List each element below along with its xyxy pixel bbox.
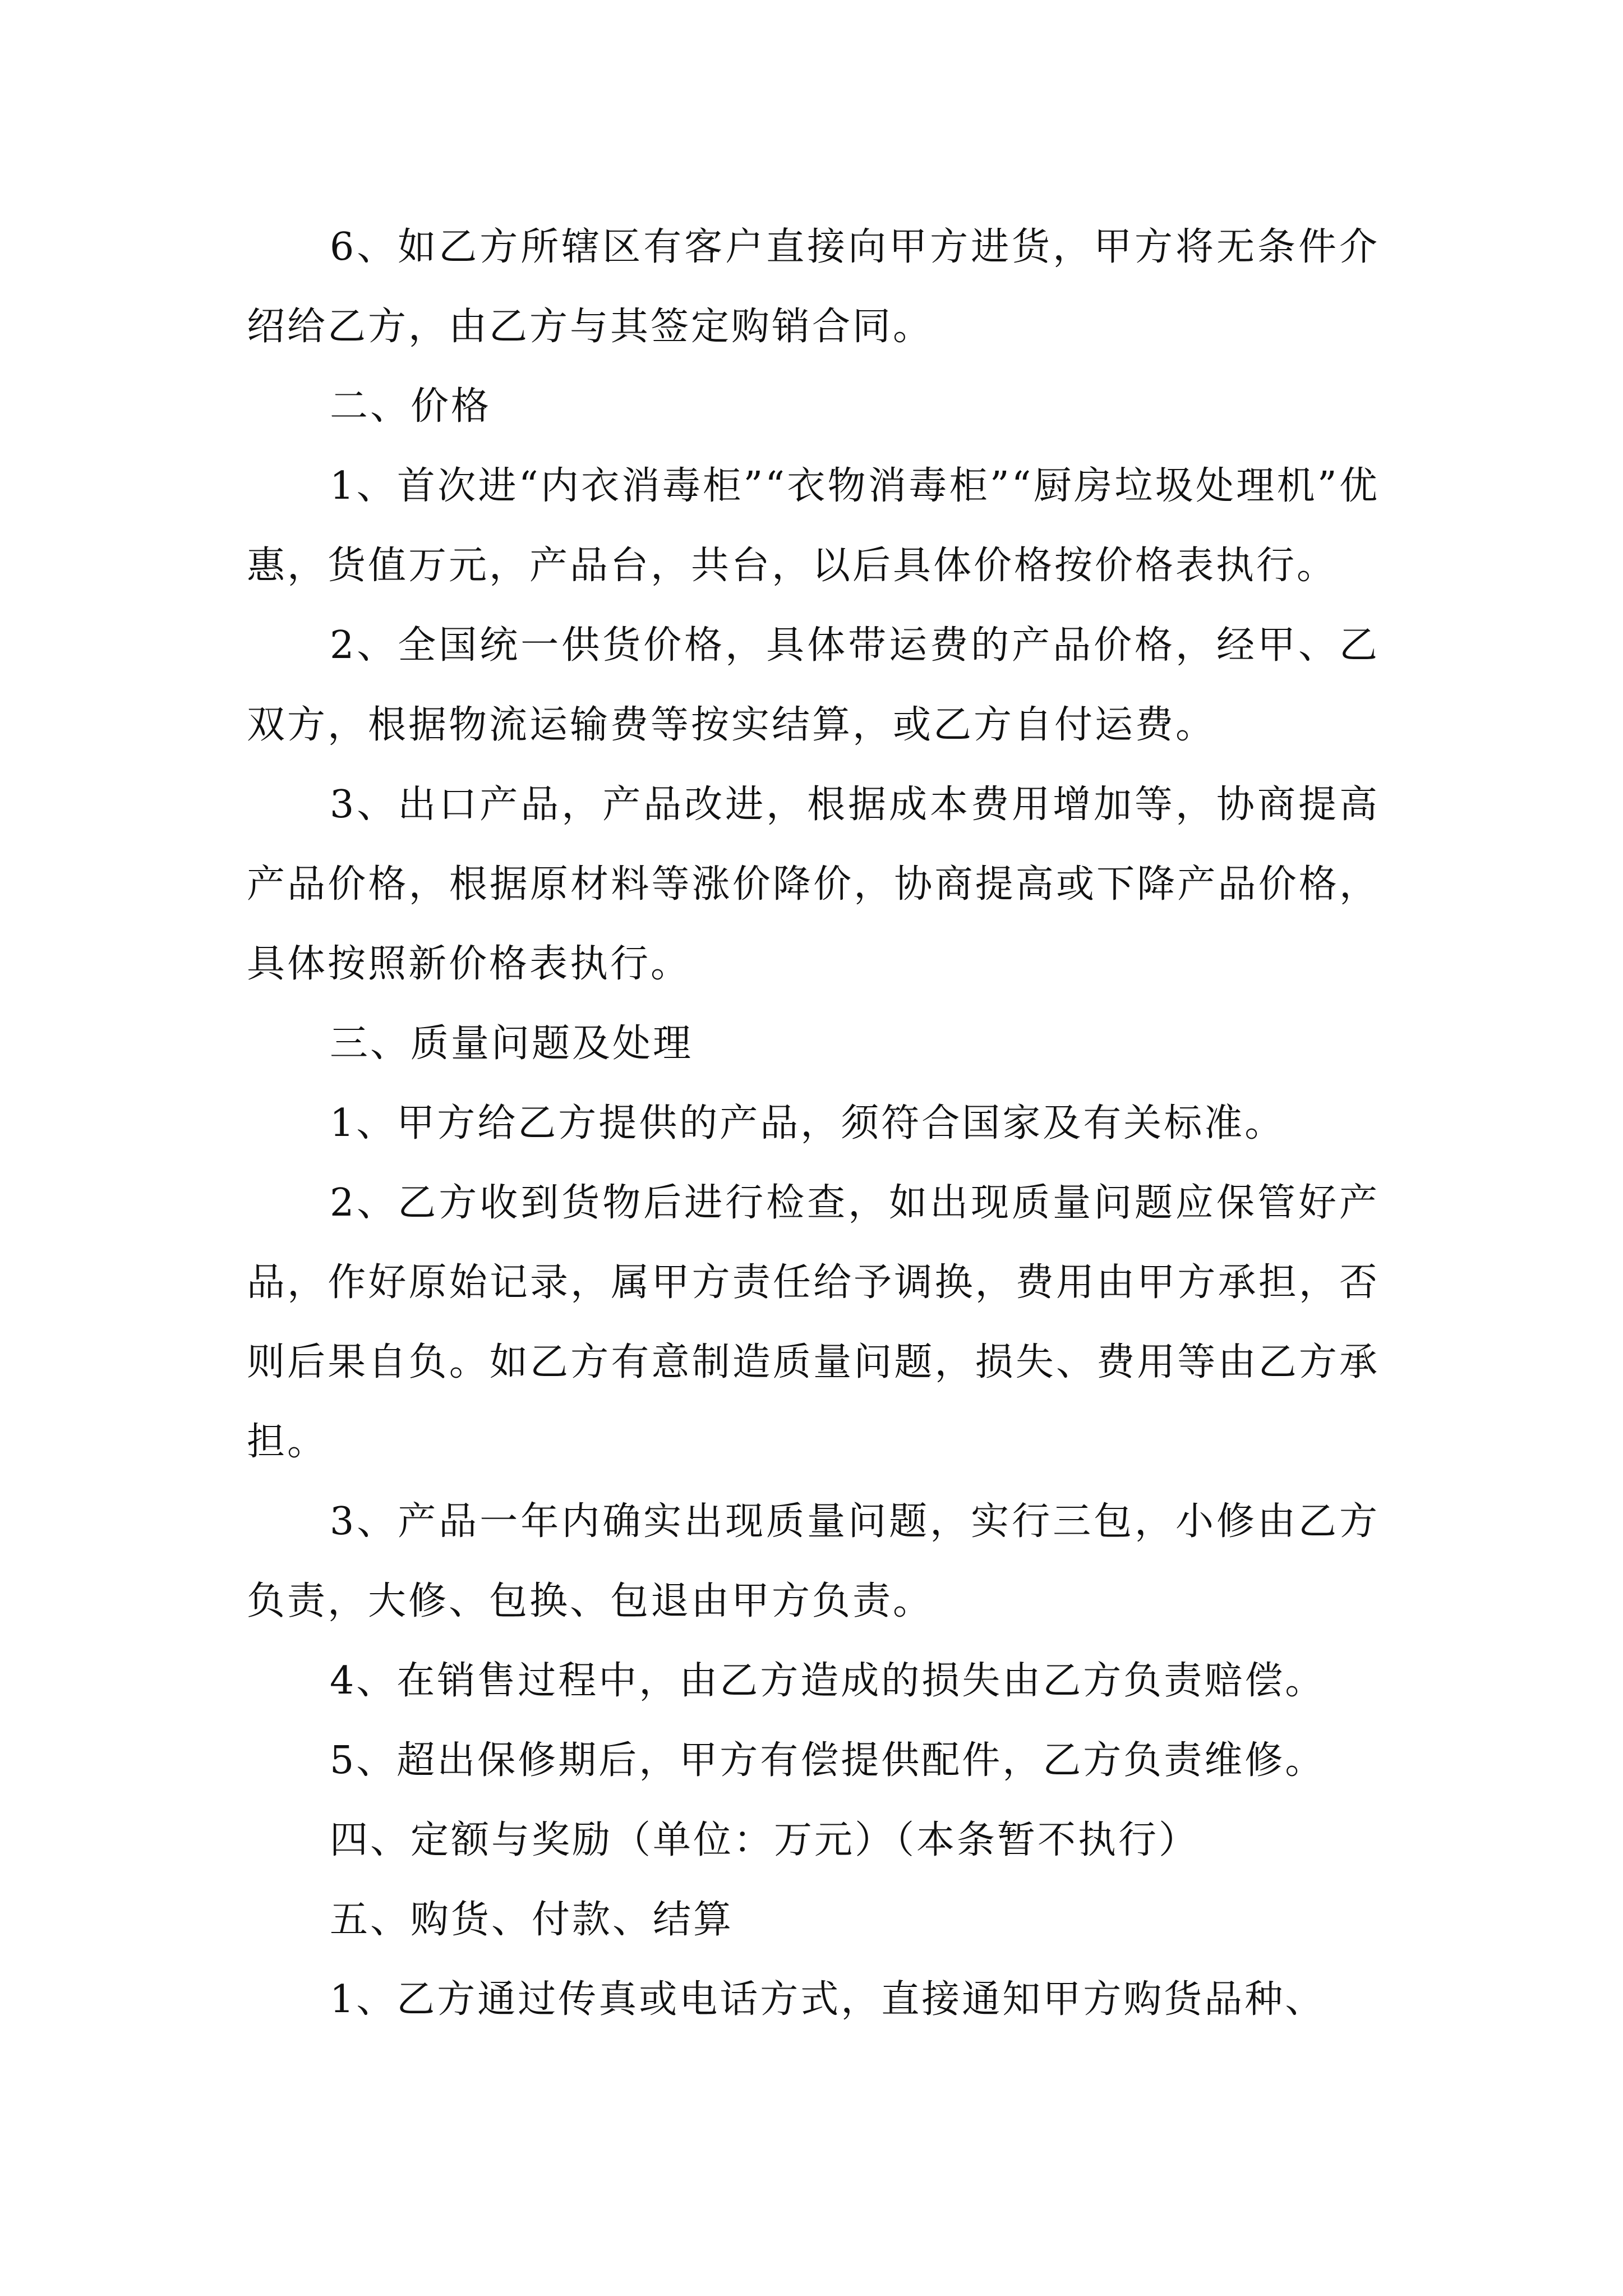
clause-3-1: 1、甲方给乙方提供的产品，须符合国家及有关标准。 — [330, 1101, 1285, 1145]
clause-2-3: 3、出口产品，产品改进，根据成本费用增加等，协商提高产品价格，根据原材料等涨价降价，协商提高或下降产品价格，具体按照新价格表执行。 — [247, 783, 1380, 986]
section-heading-quota: 四、定额与奖励（单位：万元）（本条暂不执行） — [330, 1818, 1200, 1862]
section-heading-quality: 三、质量问题及处理 — [330, 1022, 694, 1066]
clause-3-2: 2、乙方收到货物后进行检查，如出现质量问题应保管好产品，作好原始记录，属甲方责任给予调换，费用由甲方承担，否则后果自负。如乙方有意制造质量问题，损失、费用等由乙方承担。 — [247, 1181, 1380, 1464]
clause-1-6: 6、如乙方所辖区有客户直接向甲方进货，甲方将无条件介绍给乙方，由乙方与其签定购销合同。 — [247, 225, 1380, 349]
section-heading-price: 二、价格 — [330, 384, 492, 429]
clause-3-4: 4、在销售过程中，由乙方造成的损失由乙方负责赔偿。 — [330, 1659, 1326, 1703]
clause-2-2: 2、全国统一供货价格，具体带运费的产品价格，经甲、乙双方，根据物流运输费等按实结算，或乙方自付运费。 — [247, 623, 1380, 747]
clause-3-3: 3、产品一年内确实出现质量问题，实行三包，小修由乙方负责，大修、包换、包退由甲方负责。 — [247, 1499, 1380, 1623]
clause-2-1: 1、首次进“内衣消毒柜”“衣物消毒柜”“厨房垃圾处理机”优惠，货值万元，产品台，共台，以后具体价格按价格表执行。 — [247, 464, 1380, 588]
clause-3-5: 5、超出保修期后，甲方有偿提供配件，乙方负责维修。 — [330, 1738, 1326, 1783]
section-heading-purchase: 五、购货、付款、结算 — [330, 1898, 734, 1942]
clause-5-1: 1、乙方通过传真或电话方式，直接通知甲方购货品种、 — [330, 1977, 1326, 2022]
document-body — [247, 208, 1380, 2040]
